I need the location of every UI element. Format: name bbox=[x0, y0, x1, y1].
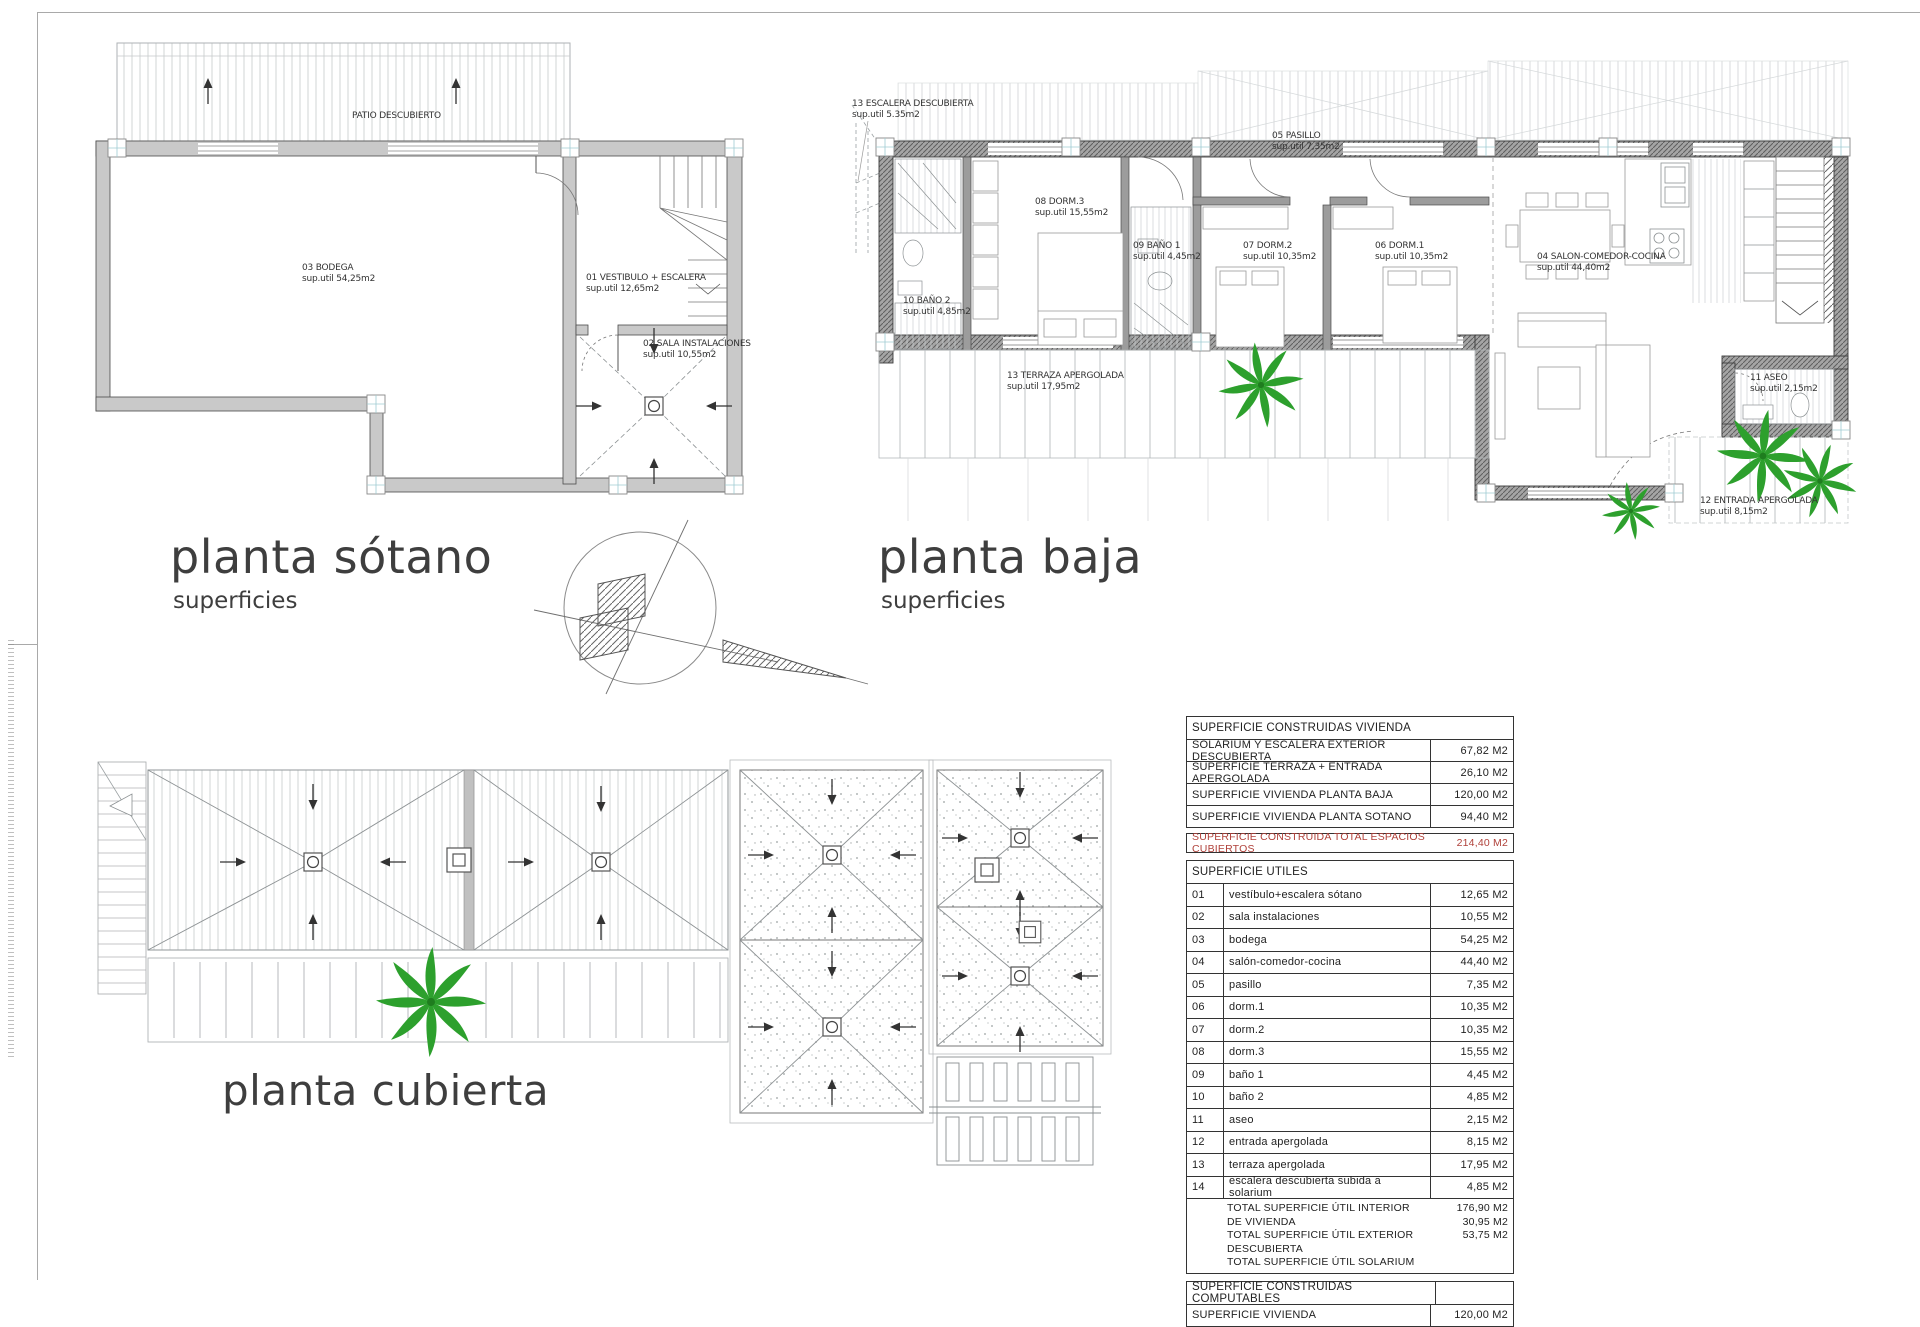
table-superficie-utiles bbox=[1186, 860, 1514, 1274]
roof-stair-strip bbox=[98, 762, 146, 994]
roof-gravel-block-b bbox=[929, 760, 1111, 1054]
table-row: 05 pasillo 7,35 M2 bbox=[1187, 973, 1513, 996]
table-row: 02 sala instalaciones 10,55 M2 bbox=[1187, 906, 1513, 929]
bano1-fixtures bbox=[1131, 207, 1191, 348]
terraza-apergolada bbox=[879, 350, 1489, 521]
label-pasillo: 05 PASILLO sup.util 7,35m2 bbox=[1272, 131, 1340, 152]
bano2-fixtures bbox=[895, 159, 961, 349]
exterior-stair bbox=[852, 105, 880, 253]
dorm2-furniture bbox=[1203, 207, 1288, 347]
table-header: SUPERFICIE CONSTRUIDAS VIVIENDA bbox=[1192, 722, 1411, 734]
table-row: 12 entrada apergolada 8,15 M2 bbox=[1187, 1131, 1513, 1154]
exterior-walls bbox=[96, 141, 742, 492]
table-superficie-construidas bbox=[1186, 716, 1514, 828]
ground-floor-stairs bbox=[1776, 157, 1834, 323]
table-row: 06 dorm.1 10,35 M2 bbox=[1187, 996, 1513, 1019]
table-row: 01 vestíbulo+escalera sótano 12,65 M2 bbox=[1187, 883, 1513, 906]
subtitle-baja: superficies bbox=[881, 588, 1006, 614]
table-header: SUPERFICIE UTILES bbox=[1192, 866, 1308, 878]
label-patio: PATIO DESCUBIERTO bbox=[352, 111, 441, 121]
table-row: SOLARIUM Y ESCALERA EXTERIOR DESCUBIERTA 67,82 M2 bbox=[1187, 739, 1513, 761]
baja-floor-plan bbox=[838, 53, 1898, 573]
roof-pergola-grid bbox=[929, 1057, 1101, 1165]
label-escalera-descubierta: 13 ESCALERA DESCUBIERTA sup.util 5.35m2 bbox=[852, 99, 974, 120]
label-salon: 04 SALON-COMEDOR-COCINA sup.util 44,40m2 bbox=[1537, 252, 1666, 273]
table-row: 04 salón-comedor-cocina 44,40 M2 bbox=[1187, 951, 1513, 974]
cubierta-roof-plan bbox=[86, 710, 1136, 1220]
table-row: 03 bodega 54,25 M2 bbox=[1187, 928, 1513, 951]
title-planta-sotano: planta sótano bbox=[170, 530, 493, 584]
table-row: 09 baño 1 4,45 M2 bbox=[1187, 1063, 1513, 1086]
label-sala-instalaciones: 02 SALA INSTALACIONES sup.util 10,55m2 bbox=[643, 339, 751, 360]
table-totals-block: TOTAL SUPERFICIE ÚTIL INTERIOR DE VIVIENDA TOTAL SUPERFICIE ÚTIL EXTERIOR DESCUBIERTA TOTAL SUPERFICIE ÚTIL SOLARIUM 176,90 M2 30,95 M2 53,75 M2 bbox=[1187, 1198, 1513, 1273]
title-planta-baja: planta baja bbox=[878, 530, 1143, 584]
dorm1-furniture bbox=[1333, 207, 1457, 343]
table-row: 11 aseo 2,15 M2 bbox=[1187, 1108, 1513, 1131]
table-row: SUPERFICIE VIVIENDA PLANTA BAJA 120,00 M2 bbox=[1187, 783, 1513, 805]
label-dorm3: 08 DORM.3 sup.util 15,55m2 bbox=[1035, 197, 1109, 218]
title-planta-cubierta: planta cubierta bbox=[222, 1066, 550, 1115]
table-row: 08 dorm.3 15,55 M2 bbox=[1187, 1041, 1513, 1064]
table-superficie-computables bbox=[1186, 1281, 1514, 1327]
table-row: 14 escalera descubierta subida a solarium 4,85 M2 bbox=[1187, 1176, 1513, 1199]
frame-top-line bbox=[37, 12, 1920, 13]
roof-pergola-band bbox=[148, 939, 728, 1065]
margin-fineprint bbox=[8, 640, 14, 1060]
table-row: 07 dorm.2 10,35 M2 bbox=[1187, 1018, 1513, 1041]
label-aseo: 11 ASEO sup.util 2,15m2 bbox=[1750, 373, 1818, 394]
label-bano1: 09 BAÑO 1 sup.util 4,45m2 bbox=[1133, 241, 1201, 262]
table-row: 10 baño 2 4,85 M2 bbox=[1187, 1086, 1513, 1109]
label-vestibulo: 01 VESTIBULO + ESCALERA sup.util 12,65m2 bbox=[586, 273, 706, 294]
roof-overhang bbox=[898, 61, 1848, 140]
kitchen bbox=[1625, 159, 1774, 303]
label-terraza: 13 TERRAZA APERGOLADA sup.util 17,95m2 bbox=[1007, 371, 1124, 392]
roof-slat-block bbox=[148, 770, 728, 950]
label-dorm2: 07 DORM.2 sup.util 10,35m2 bbox=[1243, 241, 1317, 262]
patio-deck bbox=[117, 43, 570, 141]
label-dorm1: 06 DORM.1 sup.util 10,35m2 bbox=[1375, 241, 1449, 262]
dorm3-furniture bbox=[973, 161, 1123, 345]
label-bano2: 10 BAÑO 2 sup.util 4,85m2 bbox=[903, 296, 971, 317]
north-arrow-icon bbox=[528, 512, 873, 697]
table-row: SUPERFICIE VIVIENDA PLANTA SOTANO 94,40 M2 bbox=[1187, 805, 1513, 827]
table-row: SUPERFICIE TERRAZA + ENTRADA APERGOLADA 26,10 M2 bbox=[1187, 761, 1513, 783]
label-bodega: 03 BODEGA sup.util 54,25m2 bbox=[302, 263, 376, 284]
table-header: SUPERFICIE CONSTRUIDAS COMPUTABLES bbox=[1187, 1282, 1513, 1304]
surface-tables bbox=[1186, 716, 1514, 1327]
frame-left-line bbox=[37, 12, 38, 1280]
table-row: SUPERFICIE VIVIENDA 120,00 M2 bbox=[1187, 1304, 1513, 1326]
table-row: 13 terraza apergolada 17,95 M2 bbox=[1187, 1153, 1513, 1176]
table-total-construida: SUPERFICIE CONSTRUIDA TOTAL ESPACIOS CUBIERTOS 214,40 M2 bbox=[1186, 833, 1514, 853]
roof-gravel-block-a bbox=[730, 760, 933, 1123]
label-entrada: 12 ENTRADA APERGOLADA sup.util 8,15m2 bbox=[1700, 496, 1818, 517]
subtitle-sotano: superficies bbox=[173, 588, 298, 614]
